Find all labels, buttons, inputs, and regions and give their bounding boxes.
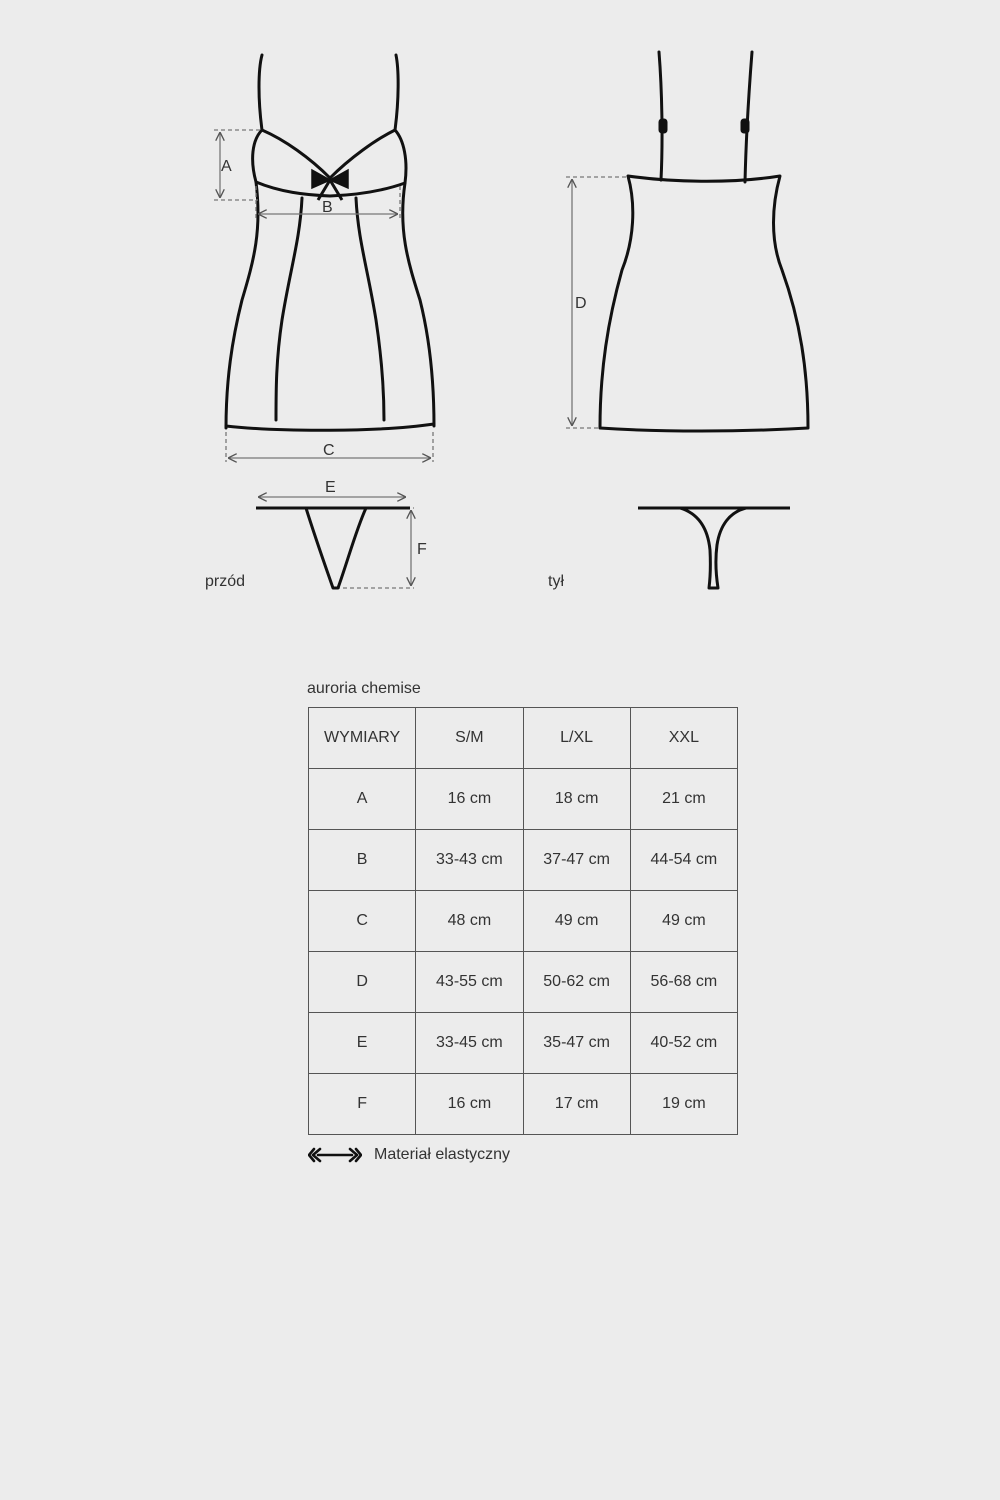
elastic-arrows-icon: [308, 1145, 362, 1165]
row-label: B: [309, 830, 416, 891]
table-row: [309, 891, 738, 952]
front-chemise-drawing: [226, 55, 434, 430]
table-cell: 19 cm: [630, 1074, 737, 1135]
table-cell: 43-55 cm: [416, 952, 523, 1013]
header-dimensions: WYMIARY: [309, 708, 416, 769]
elastic-material-legend: [308, 1145, 510, 1165]
table-cell: 48 cm: [416, 891, 523, 952]
label-f: F: [417, 541, 427, 558]
row-label: A: [309, 769, 416, 830]
back-thong-drawing: [638, 508, 790, 588]
table-cell: 18 cm: [523, 769, 630, 830]
size-table-header-row: [309, 708, 738, 769]
table-cell: 56-68 cm: [630, 952, 737, 1013]
header-size-xxl: XXL: [630, 708, 737, 769]
back-chemise-drawing: [600, 52, 808, 431]
row-label: C: [309, 891, 416, 952]
table-cell: 49 cm: [630, 891, 737, 952]
label-d: D: [575, 295, 587, 312]
legend-text: Materiał elastyczny: [374, 1146, 511, 1163]
row-label: F: [309, 1074, 416, 1135]
table-cell: 33-45 cm: [416, 1013, 523, 1074]
table-row: [309, 769, 738, 830]
table-row: [309, 952, 738, 1013]
table-cell: 50-62 cm: [523, 952, 630, 1013]
front-thong-drawing: [256, 508, 410, 588]
size-table: [308, 707, 738, 1135]
table-cell: 37-47 cm: [523, 830, 630, 891]
product-name: auroria chemise: [307, 680, 421, 697]
table-cell: 16 cm: [416, 769, 523, 830]
table-row: [309, 830, 738, 891]
label-a: A: [221, 158, 232, 175]
table-cell: 33-43 cm: [416, 830, 523, 891]
row-label: E: [309, 1013, 416, 1074]
table-cell: 35-47 cm: [523, 1013, 630, 1074]
header-size-sm: S/M: [416, 708, 523, 769]
size-diagram: [0, 0, 1000, 640]
table-cell: 40-52 cm: [630, 1013, 737, 1074]
table-cell: 49 cm: [523, 891, 630, 952]
table-cell: 17 cm: [523, 1074, 630, 1135]
table-row: [309, 1013, 738, 1074]
table-row: [309, 1074, 738, 1135]
row-label: D: [309, 952, 416, 1013]
label-b: B: [322, 199, 333, 216]
header-size-lxl: L/XL: [523, 708, 630, 769]
table-cell: 21 cm: [630, 769, 737, 830]
table-cell: 16 cm: [416, 1074, 523, 1135]
front-caption: przód: [205, 573, 246, 590]
label-c: C: [323, 442, 335, 459]
label-e: E: [325, 479, 336, 496]
back-caption: tył: [548, 573, 564, 590]
table-cell: 44-54 cm: [630, 830, 737, 891]
